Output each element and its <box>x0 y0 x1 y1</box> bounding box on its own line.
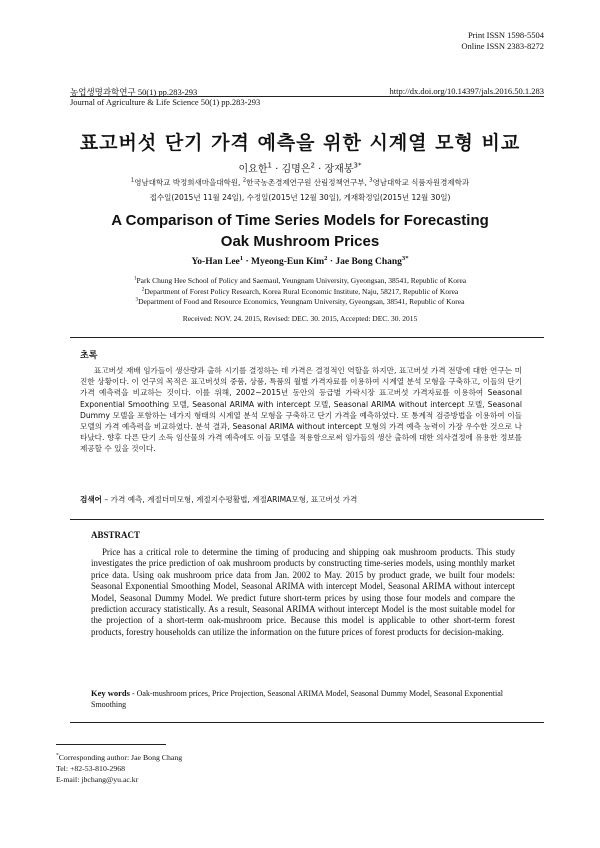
footnote <box>56 752 182 785</box>
dates-en: Received: NOV. 24. 2015, Revised: DEC. 30. 2015, Accepted: DEC. 30. 2015 <box>182 314 418 323</box>
section-rule-top <box>70 337 544 338</box>
abstract-en-body: Price has a critical role to determine the timing of producing and shipping oak mushroom products. This study investigates the price prediction of oak mushroom products by constructing time-series models, using monthly market price data. Using oak mushroom price data from Jan. 2002 to May. 2015 by product grade, we built four models: Seasonal Exponential Smoothing Model, Seasonal ARIMA with intercept Model, Seasonal ARIMA without intercept Model, Seasonal Dummy Model. We predict future short-term prices by using those four models and compare the prediction accuracy statistically. As a result, Seasonal ARIMA without intercept Model is the most suitable model for the projection of a short-term oak-mushroom price. Because this model is applicable to other short-term forest products, forestry households can utilize the information on the future prices of forest products for decision-making. <box>91 547 515 637</box>
affiliations-en <box>0 276 600 308</box>
author-3: 장재봉 <box>324 164 354 175</box>
journal-ko: 농업생명과학연구 50(1) pp.283-293 <box>70 87 198 97</box>
section-rule-middle <box>70 519 544 520</box>
doi-link[interactable]: http://dx.doi.org/10.14397/jals.2016.50.1.283 <box>389 86 544 96</box>
online-issn: Online ISSN 2383-8272 <box>461 41 544 51</box>
author-2: 김명은 <box>281 164 311 175</box>
affiliation-en-1: $^1$Park Chung Hee School of Policy and Saemaul, Yeungnam University, Gyeongsan, 38541, Republic of Korea <box>133 275 467 285</box>
authors-en: Yo-Han Lee$^1$ · Myeong-Eun Kim$^2$ · Jae Bong Chang$^{3*}$ <box>191 254 409 267</box>
abstract-ko-heading: 초록 <box>80 351 98 361</box>
title-en: A Comparison of Time Series Models for Forecasting Oak Mushroom Prices <box>111 212 489 250</box>
section-rule-bottom <box>70 722 544 723</box>
issn-block <box>461 30 544 52</box>
affiliation-en-2: $^2$Department of Forest Policy Research, Korea Rural Economic Institute, Naju, 58217, Republic of Korea <box>141 286 459 296</box>
journal-en: Journal of Agriculture & Life Science 50(1) pp.283-293 <box>70 97 261 107</box>
keywords-en: Key words - Oak-mushroom prices, Price Projection, Seasonal ARIMA Model, Seasonal Dummy Model, Seasonal Exponential Smoothing <box>91 688 504 709</box>
print-issn: Print ISSN 1598-5504 <box>467 30 544 40</box>
author-1: 이요한 <box>238 164 268 175</box>
title-ko: 표고버섯 단기 가격 예측을 위한 시계열 모형 비교 <box>79 132 521 154</box>
dates-ko: 접수일(2015년 11월 24일), 수정일(2015년 12월 30일), 게재확정일(2015년 12월 30일) <box>149 193 451 202</box>
keywords-ko: 검색어 – 가격 예측, 계절더미모형, 계절지수평활법, 계절ARIMA모형, 표고버섯 가격 <box>80 495 358 504</box>
authors-ko: 이요한$^1$ · 김명은$^2$ · 장재봉$^{3*}$ <box>238 161 362 175</box>
telephone: Tel: +82-53-810-2968 <box>56 764 126 773</box>
abstract-ko-body: 표고버섯 재배 임가들이 생산량과 출하 시기를 결정하는 데 가격은 결정적인 역할을 하지만, 표고버섯 가격 전망에 대한 연구는 미진한 상황이다. 이 연구의 목적은 표고버섯의 중품, 상품, 특품의 월별 가격자료를 이용하여 시계열 분석 모형을 구축하고, 이들의 단기 가격 예측력을 비교하는 것이다. 이를 위해, 2002~2015년 동안의 등급별 가락시장 표고버섯 가격자료를 이용하여 Seasonal Exponential Smoothing 모델, Seasonal ARIMA with intercept 모델, Seasonal ARIMA without intercept 모델, Seasonal Dummy 모델을 포함하는 네가지 형태의 시계열 분석 모형을 구축하고 단기 가격을 예측하였다. 또 통계적 검증방법을 이용하여 이들 모델의 가격 예측력을 비교하였다. 분석 결과, Seasonal ARIMA without intercept 모형의 가격 예측 능력이 가장 우수한 것으로 나타났다. 향후 다른 단기 소득 임산물의 가격 예측에도 이들 모델을 적용함으로써 임가들의 생산 출하에 대한 의사결정에 유용한 정보를 제공할 수 있을 것이다. <box>80 366 522 454</box>
footnote-rule <box>56 744 166 745</box>
affiliation-ko: $^1$영남대학교 박정희새마을대학원, $^2$한국농촌경제연구원 산림정책연구부, $^3$영남대학교 식품자원경제학과 <box>130 177 470 187</box>
affiliation-en-3: $^3$Department of Food and Resource Economics, Yeungnam University, Gyeongsan, 38541, Republic of Korea <box>135 296 465 306</box>
email[interactable]: E-mail: jbchang@yu.ac.kr <box>56 775 139 784</box>
abstract-en-heading: ABSTRACT <box>91 530 141 540</box>
corresponding-author: *Corresponding author: Jae Bong Chang <box>56 752 183 762</box>
